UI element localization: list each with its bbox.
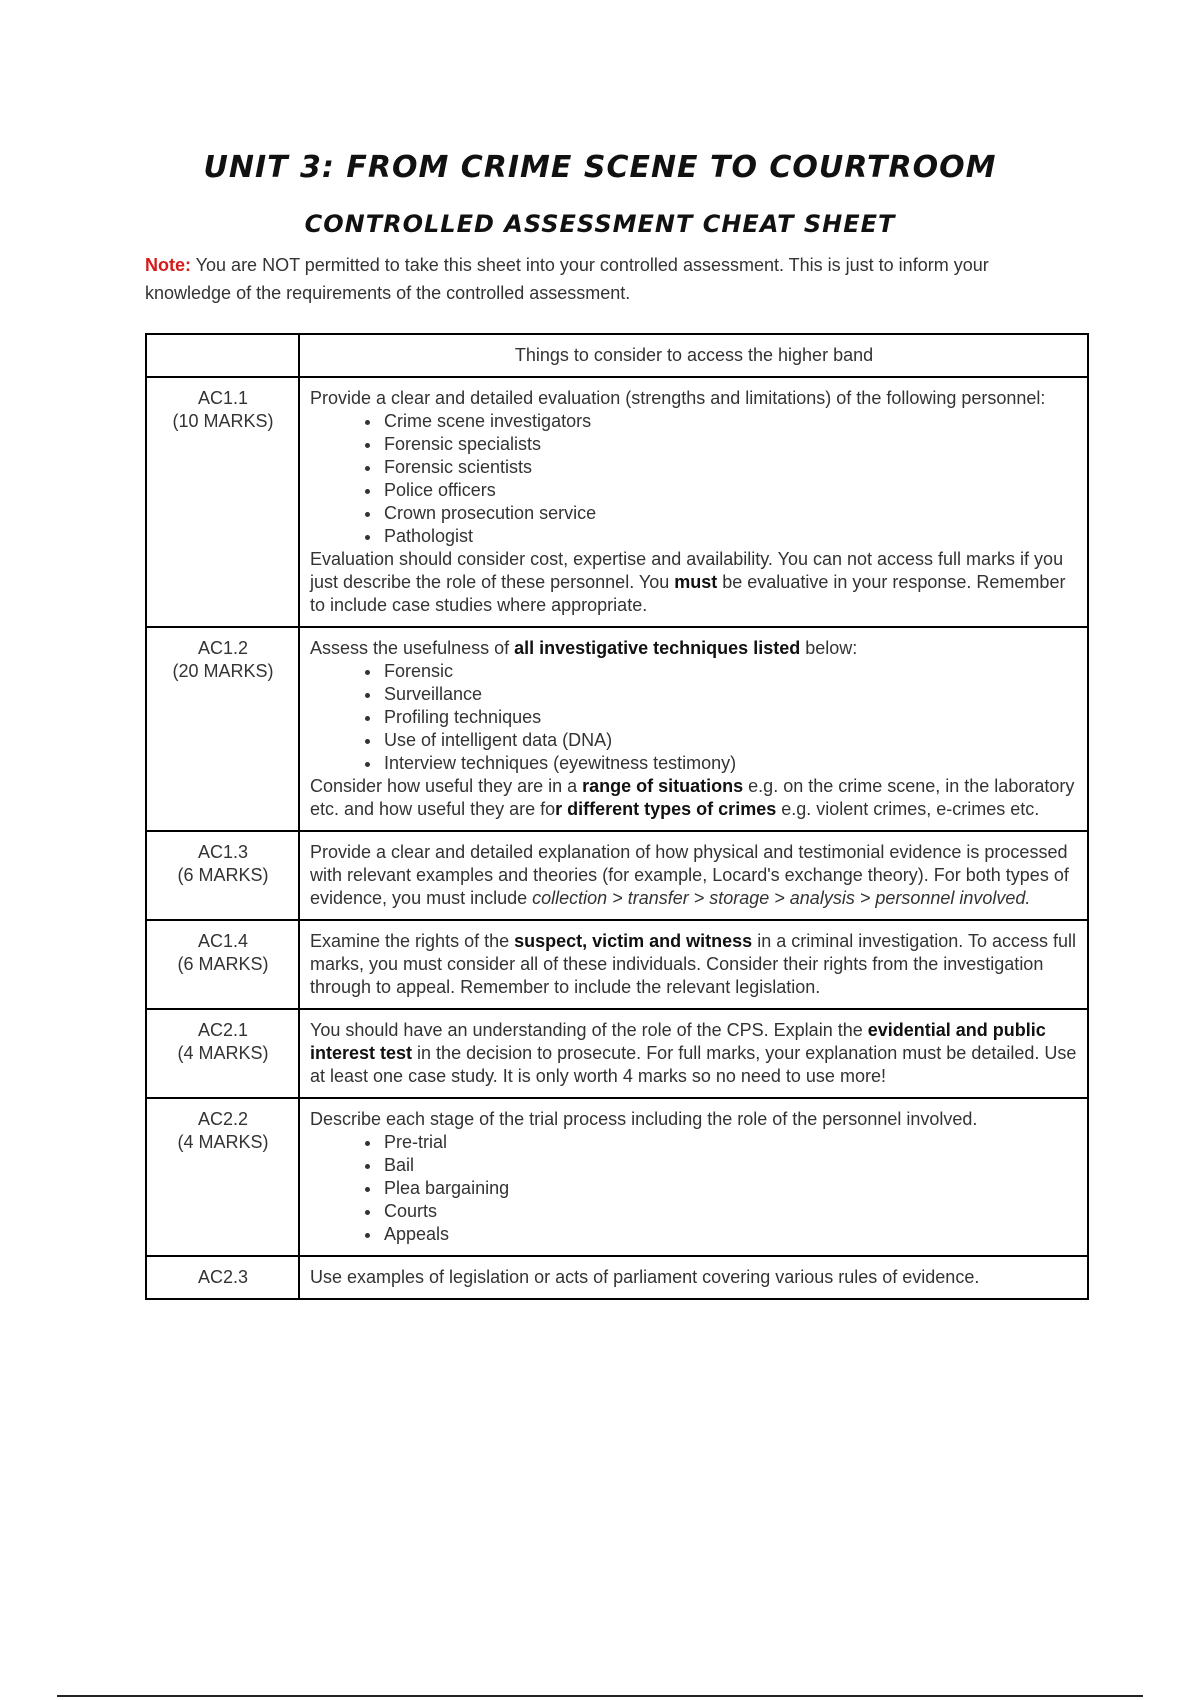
bullet-list — [310, 410, 1078, 548]
guidance-cell — [299, 920, 1088, 1009]
table-row-ac2-1 — [146, 1009, 1088, 1098]
criterion-cell — [146, 920, 299, 1009]
criterion-marks: (20 MARKS) — [172, 661, 274, 681]
table-header-row — [146, 334, 1088, 377]
table-row-ac1-3 — [146, 831, 1088, 920]
guidance-cell — [299, 1098, 1088, 1256]
text-run: below: — [800, 638, 858, 658]
guidance-cell — [299, 627, 1088, 831]
list-item: • Crime scene investigators — [382, 410, 1078, 433]
criterion-cell — [146, 1009, 299, 1098]
text-run: Provide a clear and detailed explanation of how physical and testimonial evidence is processed with relevant examples and theories (for example, Locard's exchange theory). For both types of evidence, you must include — [310, 842, 1069, 908]
header-empty-cell — [146, 334, 299, 377]
criterion-cell — [146, 1256, 299, 1299]
guidance-intro: Provide a clear and detailed evaluation (strengths and limitations) of the following personnel: — [310, 388, 1046, 408]
document-subtitle: CONTROLLED ASSESSMENT CHEAT SHEET — [304, 210, 896, 238]
criterion-cell — [146, 831, 299, 920]
criterion-cell — [146, 1098, 299, 1256]
text-run: be evaluative in your response. Remember to include case studies where appropriate. — [310, 572, 1066, 615]
table-row-ac2-3 — [146, 1256, 1088, 1299]
list-item: • Police officers — [382, 479, 1078, 502]
bullet-list — [310, 660, 1078, 775]
bold-run: r different types of crimes — [555, 799, 777, 819]
criterion-code: AC2.1 — [197, 1020, 249, 1040]
guidance-intro — [310, 637, 1078, 660]
criterion-code: AC1.3 — [197, 842, 249, 862]
criterion-marks: (6 MARKS) — [177, 954, 269, 974]
guidance-outro — [310, 548, 1078, 617]
list-item: • Courts — [382, 1200, 1078, 1223]
header-cell: Things to consider to access the higher band — [299, 334, 1088, 377]
list-item: • Bail — [382, 1154, 1078, 1177]
bold-run: suspect, victim and witness — [514, 931, 753, 951]
guidance-cell — [299, 377, 1088, 627]
text-run: Examine the rights of the — [310, 931, 515, 951]
note-paragraph — [145, 251, 1075, 307]
list-item: • Use of intelligent data (DNA) — [382, 729, 1078, 752]
bold-run: range of situations — [582, 776, 744, 796]
text-run: Consider how useful they are in a — [310, 776, 583, 796]
italic-run: collection > transfer > storage > analysis > personnel involved. — [532, 888, 1031, 908]
criterion-code: AC1.4 — [197, 931, 249, 951]
criterion-marks: (4 MARKS) — [177, 1043, 269, 1063]
list-item: • Forensic scientists — [382, 456, 1078, 479]
guidance-intro: Describe each stage of the trial process including the role of the personnel involved. — [310, 1109, 978, 1129]
criterion-code: AC1.1 — [197, 388, 249, 408]
list-item: • Forensic specialists — [382, 433, 1078, 456]
criterion-cell — [146, 377, 299, 627]
document-title: UNIT 3: FROM CRIME SCENE TO COURTROOM — [203, 150, 997, 185]
list-item: • Interview techniques (eyewitness testimony) — [382, 752, 1078, 775]
list-item: • Profiling techniques — [382, 706, 1078, 729]
table-row-ac1-2 — [146, 627, 1088, 831]
list-item: • Pathologist — [382, 525, 1078, 548]
assessment-table — [145, 333, 1089, 1300]
text-run: in a criminal investigation. To access full marks, you must consider all of these individuals. Consider their rights from the investigation through to appeal. Remember to include the relevant legislation. — [310, 931, 1077, 997]
list-item: • Forensic — [382, 660, 1078, 683]
note-text: You are NOT permitted to take this sheet into your controlled assessment. This is just to inform your knowledge of the requirements of the controlled assessment. — [145, 255, 989, 303]
criterion-marks: (6 MARKS) — [177, 865, 269, 885]
table-row-ac1-4 — [146, 920, 1088, 1009]
guidance-cell — [299, 831, 1088, 920]
criterion-marks: (10 MARKS) — [172, 411, 274, 431]
note-label: Note: — [145, 255, 191, 275]
footer-divider — [57, 1695, 1143, 1697]
criterion-cell — [146, 627, 299, 831]
list-item: • Crown prosecution service — [382, 502, 1078, 525]
criterion-code: AC2.2 — [197, 1109, 249, 1129]
guidance-outro — [310, 775, 1078, 821]
table-row-ac1-1 — [146, 377, 1088, 627]
list-item: • Surveillance — [382, 683, 1078, 706]
criterion-code: AC1.2 — [197, 638, 249, 658]
text-run: Assess the usefulness of — [310, 638, 515, 658]
bold-run: all investigative techniques listed — [514, 638, 801, 658]
bold-run: must — [674, 572, 718, 592]
criterion-code: AC2.3 — [197, 1267, 249, 1287]
bullet-list — [310, 1131, 1078, 1246]
guidance-cell: Use examples of legislation or acts of parliament covering various rules of evidence. — [299, 1256, 1088, 1299]
list-item: • Plea bargaining — [382, 1177, 1078, 1200]
table-row-ac2-2 — [146, 1098, 1088, 1256]
text-run: in the decision to prosecute. For full marks, your explanation must be detailed. Use at least one case study. It is only worth 4 marks so no need to use more! — [310, 1043, 1077, 1086]
text-run: Evaluation should consider cost, expertise and availability. You can not access full marks if you just describe the role of these personnel. You — [310, 549, 1064, 592]
criterion-marks: (4 MARKS) — [177, 1132, 269, 1152]
list-item: • Pre-trial — [382, 1131, 1078, 1154]
list-item: • Appeals — [382, 1223, 1078, 1246]
bold-run: evidential and public interest test — [310, 1020, 1046, 1063]
text-run: e.g. violent crimes, e-crimes etc. — [776, 799, 1040, 819]
text-run: e.g. on the crime scene, in the laboratory etc. and how useful they are fo — [310, 776, 1075, 819]
text-run: You should have an understanding of the role of the CPS. Explain the — [310, 1020, 868, 1040]
guidance-cell — [299, 1009, 1088, 1098]
